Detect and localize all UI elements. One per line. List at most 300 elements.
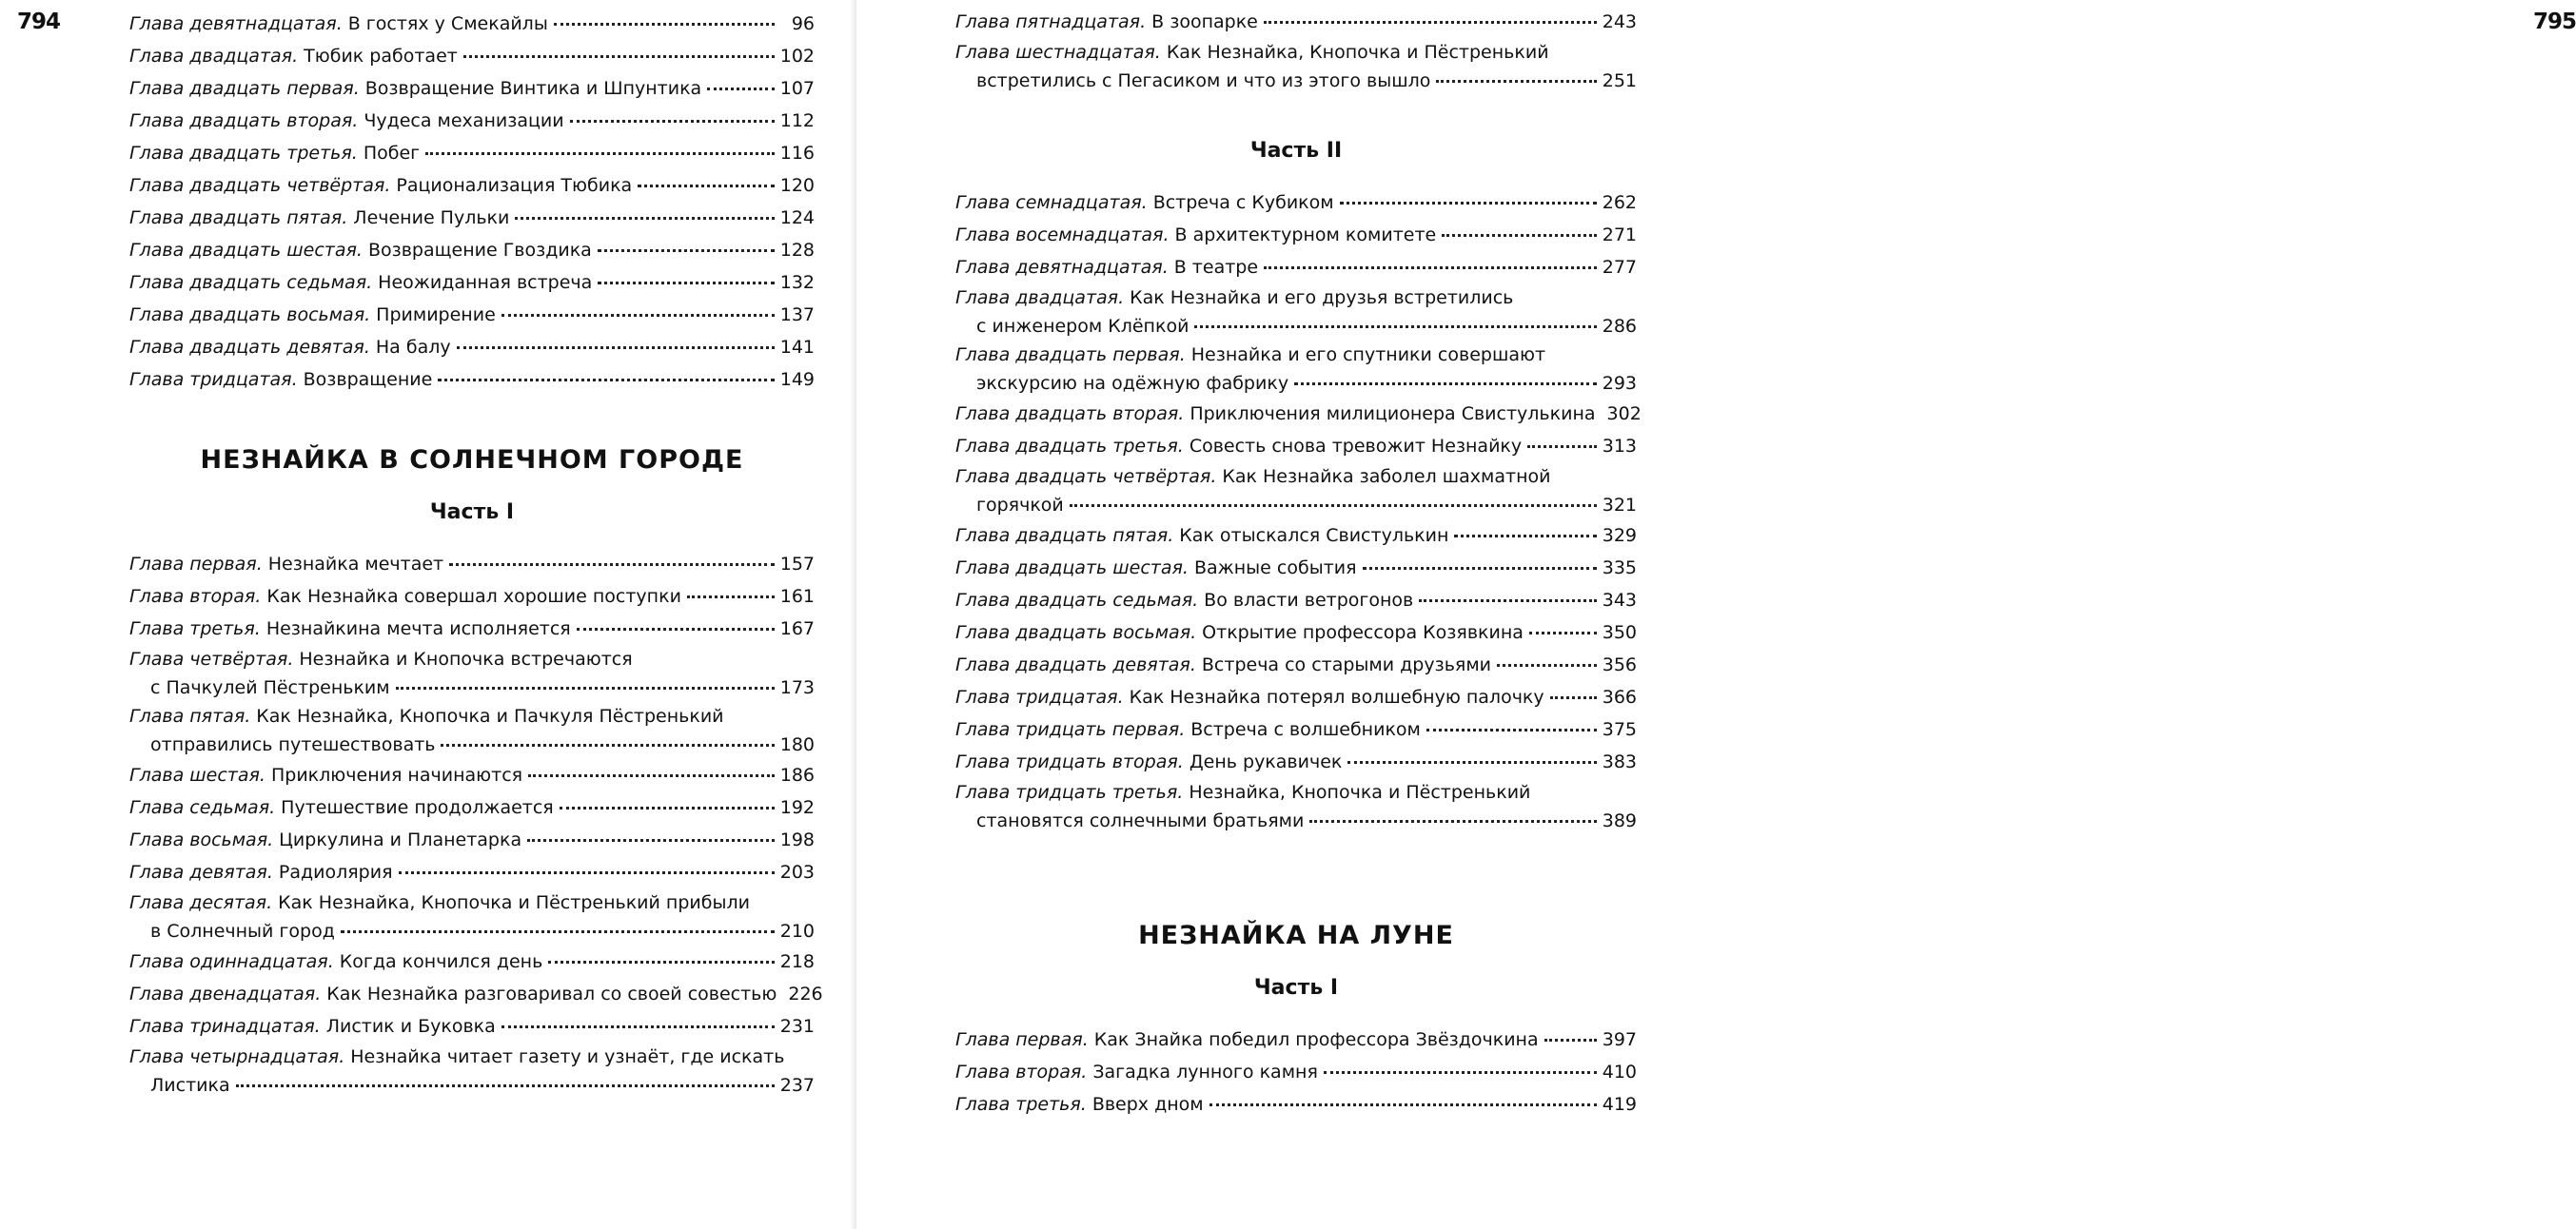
toc-entry-line [955, 312, 1637, 341]
dot-leader [1194, 324, 1596, 328]
toc-entry [129, 40, 815, 72]
dot-leader [438, 378, 774, 381]
dot-leader [463, 54, 775, 58]
toc-entry-text [129, 888, 750, 917]
toc-entry [955, 519, 1637, 552]
toc-entry-line [129, 169, 815, 202]
page-ref: 192 [779, 797, 815, 818]
toc-entry-line [129, 548, 815, 580]
toc-entry [955, 283, 1637, 341]
toc-entry [955, 713, 1637, 746]
chapter-label: Глава четвёртая. [129, 649, 294, 670]
dot-leader [441, 743, 774, 747]
toc-entry-line [129, 1071, 815, 1100]
toc-entry-line [129, 331, 815, 363]
chapter-label: Глава двадцать шестая. [129, 240, 363, 261]
chapter-title-cont: экскурсию на одёжную фабрику [976, 373, 1289, 394]
dot-leader [527, 838, 775, 842]
toc-entry [955, 38, 1637, 95]
chapter-title-cont: с инженером Клёпкой [976, 316, 1190, 337]
toc-entry [955, 341, 1637, 398]
chapter-title-cont: в Солнечный город [150, 921, 335, 942]
chapter-label: Глава первая. [129, 554, 263, 575]
chapter-label: Глава тридцатая. [955, 687, 1124, 708]
toc-entry-line [129, 824, 815, 856]
toc-entry [955, 186, 1637, 219]
page-ref: 96 [791, 13, 815, 34]
page-ref: 243 [1602, 11, 1637, 32]
dot-leader [1426, 728, 1597, 732]
page-ref: 203 [779, 862, 815, 883]
page-ref: 293 [1602, 373, 1637, 394]
toc-entry-line [129, 234, 815, 266]
chapter-title: Рационализация Тюбика [396, 175, 633, 196]
chapter-label: Глава тридцать вторая. [955, 751, 1184, 772]
toc-entry [955, 1056, 1637, 1088]
chapter-title-cont: с Пачкулей Пёстреньким [150, 677, 390, 698]
chapter-title: Незнайка читает газету и узнаёт, где искать [350, 1046, 785, 1067]
chapter-title: Возвращение Гвоздика [367, 240, 592, 261]
toc-right-middle [955, 186, 1642, 835]
toc-entry-text [129, 978, 777, 1010]
dot-leader [1264, 20, 1597, 24]
dot-leader [449, 562, 775, 566]
toc-entry-line [955, 283, 1637, 312]
chapter-label: Глава тридцатая. [129, 369, 298, 390]
chapter-label: Глава третья. [955, 1094, 1087, 1115]
dot-leader [598, 281, 774, 284]
page-ref: 218 [779, 951, 815, 972]
page-number-right: 795 [2533, 10, 2576, 34]
chapter-label: Глава двадцать четвёртая. [955, 466, 1217, 487]
chapter-title: Вверх дном [1091, 1094, 1204, 1115]
chapter-title: В архитектурном комитете [1174, 224, 1437, 245]
toc-entry [955, 746, 1637, 778]
page-ref: 137 [779, 304, 815, 325]
dot-leader [1209, 1102, 1597, 1106]
toc-entry-text [129, 759, 522, 791]
toc-entry-line [129, 580, 815, 613]
chapter-label: Глава восьмая. [129, 829, 274, 850]
chapter-title: Важные события [1193, 557, 1357, 578]
toc-entry [129, 72, 815, 105]
chapter-title: Как Незнайка совершал хорошие поступки [266, 586, 681, 607]
chapter-title: Совесть снова тревожит Незнайку [1189, 436, 1523, 457]
left-page [0, 0, 856, 1229]
toc-entry-text [955, 341, 1545, 369]
dot-leader [515, 216, 774, 220]
toc-entry-text [129, 856, 393, 888]
page-ref: 112 [779, 110, 815, 131]
toc-right-bottom [955, 1024, 1637, 1121]
toc-entry-text [955, 283, 1513, 312]
chapter-title: День рукавичек [1189, 751, 1343, 772]
chapter-title: Открытие профессора Козявкина [1202, 622, 1524, 643]
toc-entry [955, 649, 1637, 681]
page-ref: 410 [1602, 1062, 1637, 1083]
toc-entry [129, 331, 815, 363]
dot-leader [638, 184, 775, 187]
page-ref: 251 [1602, 70, 1637, 91]
page-ref: 107 [779, 78, 815, 99]
toc-entry [955, 552, 1637, 584]
page-ref: 237 [779, 1075, 815, 1096]
toc-entry-text [955, 746, 1342, 778]
dot-leader [457, 345, 775, 349]
page-ref: 335 [1602, 557, 1637, 578]
chapter-title: Лечение Пульки [353, 207, 510, 228]
toc-entry [955, 778, 1637, 835]
toc-right-top [955, 6, 1637, 95]
book-title-solnechny-gorod: НЕЗНАЙКА В СОЛНЕЧНОМ ГОРОДЕ [200, 445, 744, 475]
chapter-title-cont: отправились путешествовать [150, 734, 436, 755]
toc-entry [129, 8, 815, 40]
toc-entry-line [955, 746, 1637, 778]
chapter-title: Загадка лунного камня [1092, 1062, 1318, 1083]
chapter-title: Циркулина и Планетарка [279, 829, 522, 850]
chapter-label: Глава двадцать девятая. [955, 654, 1196, 675]
toc-entry-text [955, 186, 1334, 219]
chapter-title: В театре [1173, 257, 1259, 278]
toc-entry-text [129, 363, 432, 396]
toc-entry-text [955, 1024, 1539, 1056]
toc-entry [955, 1088, 1637, 1121]
page-ref: 120 [779, 175, 815, 196]
dot-leader [501, 313, 775, 317]
chapter-label: Глава двадцать восьмая. [955, 622, 1197, 643]
page-ref: 128 [779, 240, 815, 261]
toc-entry [129, 363, 815, 396]
part-title-1: Часть I [429, 500, 515, 524]
toc-entry [129, 856, 815, 888]
toc-entry-line [955, 398, 1642, 430]
toc-entry-text [129, 8, 548, 40]
toc-entry-line [955, 649, 1637, 681]
toc-entry [129, 613, 815, 645]
toc-entry-text [955, 552, 1357, 584]
toc-entry-text [129, 613, 571, 645]
chapter-label: Глава двадцатая. [955, 287, 1125, 308]
toc-entry-line [955, 67, 1637, 95]
toc-entry-line [955, 616, 1637, 649]
chapter-title: Побег [363, 143, 421, 164]
dot-leader [1436, 79, 1596, 83]
page-ref: 350 [1602, 622, 1637, 643]
toc-entry-text [129, 580, 681, 613]
toc-entry-text [955, 778, 1530, 807]
toc-entry-line [129, 917, 815, 946]
chapter-title: На балу [375, 337, 451, 358]
toc-entry-text [955, 1088, 1204, 1121]
toc-entry [955, 6, 1637, 38]
toc-entry-line [129, 105, 815, 137]
toc-entry [955, 584, 1637, 616]
chapter-title: Незнайка, Кнопочка и Пёстренький [1189, 782, 1531, 803]
toc-entry [129, 702, 815, 759]
toc-entry-line [129, 202, 815, 234]
chapter-title: Как Незнайка разговаривал со своей совестью [326, 984, 777, 1005]
toc-entry-line [129, 888, 815, 917]
toc-entry-text [129, 40, 458, 72]
page-ref: 210 [779, 921, 815, 942]
chapter-label: Глава двадцать шестая. [955, 557, 1189, 578]
toc-entry-line [955, 251, 1637, 283]
dot-leader [1264, 265, 1597, 269]
chapter-title: Радиолярия [278, 862, 393, 883]
toc-entry-line [955, 778, 1637, 807]
toc-entry [129, 234, 815, 266]
toc-entry-line [955, 807, 1637, 835]
toc-entry [129, 202, 815, 234]
chapter-label: Глава шестая. [129, 765, 265, 786]
chapter-label: Глава шестнадцатая. [955, 42, 1161, 63]
toc-entry [129, 266, 815, 299]
chapter-label: Глава девятнадцатая. [129, 13, 343, 34]
toc-entry [129, 888, 815, 946]
toc-entry-text [955, 398, 1596, 430]
toc-entry-line [129, 978, 823, 1010]
toc-entry-line [955, 6, 1637, 38]
toc-entry [955, 219, 1637, 251]
toc-entry-line [955, 369, 1637, 398]
toc-entry-text [955, 6, 1258, 38]
part-title-2: Часть II [1249, 139, 1343, 163]
chapter-title: В зоопарке [1151, 11, 1258, 32]
toc-entry-text [129, 234, 592, 266]
dot-leader [570, 119, 775, 123]
chapter-title: Как Незнайка, Кнопочка и Пачкуля Пёстренький [256, 706, 724, 727]
toc-entry-text [129, 72, 701, 105]
chapter-title-cont: становятся солнечными братьями [976, 810, 1305, 831]
chapter-title: Приключения милиционера Свистулькина [1190, 403, 1596, 424]
chapter-label: Глава третья. [129, 618, 261, 639]
dot-leader [1529, 631, 1597, 634]
page-ref: 226 [788, 984, 823, 1005]
toc-entry-text [129, 548, 443, 580]
dot-leader [1442, 233, 1597, 237]
dot-leader [1324, 1070, 1597, 1074]
page-ref: 141 [779, 337, 815, 358]
toc-entry-line [955, 1056, 1637, 1088]
dot-leader [577, 627, 775, 631]
page-ref: 419 [1602, 1094, 1637, 1115]
chapter-title: Путешествие продолжается [281, 797, 554, 818]
chapter-label: Глава четырнадцатая. [129, 1046, 345, 1067]
toc-entry-line [129, 1043, 815, 1071]
chapter-label: Глава девятнадцатая. [955, 257, 1169, 278]
chapter-label: Глава двадцатая. [129, 46, 299, 67]
toc-entry-line [129, 72, 815, 105]
toc-entry-line [955, 341, 1637, 369]
dot-leader [425, 151, 775, 155]
page-ref: 343 [1602, 590, 1637, 611]
chapter-title: Незнайка мечтает [267, 554, 444, 575]
dot-leader [1544, 1038, 1597, 1042]
page-ref: 167 [779, 618, 815, 639]
page-ref: 271 [1602, 224, 1637, 245]
chapter-label: Глава тринадцатая. [129, 1016, 321, 1037]
toc-entry-line [129, 645, 815, 673]
toc-entry [955, 398, 1642, 430]
chapter-label: Глава тридцать первая. [955, 719, 1186, 740]
toc-entry [129, 299, 815, 331]
toc-entry [129, 548, 815, 580]
dot-leader [1550, 695, 1597, 699]
page-ref: 356 [1602, 654, 1637, 675]
toc-entry-text [955, 616, 1524, 649]
dot-leader [1454, 534, 1596, 537]
toc-entry-text [955, 584, 1413, 616]
toc-entry-text [955, 38, 1549, 67]
chapter-title: Как Незнайка, Кнопочка и Пёстренький прибыли [278, 892, 750, 913]
chapter-title-cont: Листика [150, 1075, 230, 1096]
page-ref: 329 [1602, 525, 1637, 546]
chapter-label: Глава двадцать восьмая. [129, 304, 371, 325]
toc-entry-line [129, 856, 815, 888]
dot-leader [528, 773, 775, 777]
toc-entry-line [129, 40, 815, 72]
chapter-title-cont: встретились с Пегасиком и что из этого вышло [976, 70, 1431, 91]
chapter-title: Как Незнайка потерял волшебную палочку [1129, 687, 1544, 708]
page-ref: 231 [779, 1016, 815, 1037]
toc-entry-text [955, 1056, 1318, 1088]
page-ref: 161 [779, 586, 815, 607]
chapter-title: Встреча со старыми друзьями [1201, 654, 1492, 675]
dot-leader [1070, 503, 1597, 507]
toc-entry-line [955, 219, 1637, 251]
toc-entry-text [129, 202, 509, 234]
page-ref: 302 [1606, 403, 1642, 424]
page-ref: 397 [1602, 1029, 1637, 1050]
page-ref: 116 [779, 143, 815, 164]
chapter-label: Глава двадцать пятая. [129, 207, 348, 228]
toc-entry [955, 1024, 1637, 1056]
page-ref: 124 [779, 207, 815, 228]
toc-entry [955, 462, 1637, 519]
page-ref: 286 [1602, 316, 1637, 337]
toc-entry-text [955, 430, 1522, 462]
page-ref: 313 [1602, 436, 1637, 457]
toc-entry-line [955, 430, 1637, 462]
dot-leader [236, 1083, 775, 1087]
toc-entry-line [129, 1010, 815, 1043]
toc-entry [129, 791, 815, 824]
chapter-label: Глава двенадцатая. [129, 984, 322, 1005]
page-ref: 375 [1602, 719, 1637, 740]
chapter-title: Встреча с Кубиком [1152, 192, 1334, 213]
toc-entry-line [129, 299, 815, 331]
toc-entry [955, 616, 1637, 649]
dot-leader [1419, 598, 1596, 602]
toc-entry-text [129, 824, 521, 856]
chapter-label: Глава семнадцатая. [955, 192, 1148, 213]
chapter-label: Глава пятая. [129, 706, 251, 727]
dot-leader [554, 22, 775, 26]
dot-leader [687, 595, 775, 598]
toc-entry-line [955, 462, 1637, 491]
chapter-title: Незнайкина мечта исполняется [265, 618, 571, 639]
toc-entry [129, 105, 815, 137]
chapter-title-cont: горячкой [976, 495, 1064, 516]
page-ref: 173 [779, 677, 815, 698]
toc-entry-line [955, 186, 1637, 219]
toc-entry-text [129, 1043, 784, 1071]
toc-left-top [129, 8, 815, 396]
chapter-label: Глава восемнадцатая. [955, 224, 1170, 245]
toc-entry-line [955, 38, 1637, 67]
chapter-label: Глава двадцать четвёртая. [129, 175, 391, 196]
dot-leader [1340, 201, 1597, 205]
page-ref: 383 [1602, 751, 1637, 772]
chapter-title: Как Незнайка и его друзья встретились [1130, 287, 1514, 308]
toc-entry [129, 580, 815, 613]
chapter-label: Глава двадцать третья. [129, 143, 358, 164]
toc-entry-line [129, 702, 815, 731]
chapter-title: Тюбик работает [304, 46, 458, 67]
toc-entry-line [129, 266, 815, 299]
chapter-label: Глава двадцать пятая. [955, 525, 1174, 546]
toc-entry [129, 645, 815, 702]
chapter-label: Глава седьмая. [129, 797, 276, 818]
part-title-3: Часть I [1253, 976, 1339, 1000]
chapter-title: Как Незнайка заболел шахматной [1222, 466, 1551, 487]
chapter-label: Глава двадцать седьмая. [955, 590, 1199, 611]
chapter-label: Глава первая. [955, 1029, 1089, 1050]
toc-entry [955, 251, 1637, 283]
toc-entry-text [955, 519, 1448, 552]
toc-entry-line [129, 137, 815, 169]
toc-entry-text [129, 331, 451, 363]
toc-entry-text [955, 681, 1544, 713]
chapter-label: Глава десятая. [129, 892, 273, 913]
toc-entry-line [129, 791, 815, 824]
chapter-title: Во власти ветрогонов [1204, 590, 1414, 611]
chapter-label: Глава тридцать третья. [955, 782, 1184, 803]
page-ref: 277 [1602, 257, 1637, 278]
page-ref: 198 [779, 829, 815, 850]
chapter-title: Незнайка и Кнопочка встречаются [299, 649, 633, 670]
toc-entry-line [955, 713, 1637, 746]
toc-entry-text [129, 169, 632, 202]
page-ref: 180 [779, 734, 815, 755]
dot-leader [560, 806, 775, 810]
toc-entry [955, 681, 1637, 713]
toc-entry-line [955, 681, 1637, 713]
toc-entry [129, 946, 815, 978]
page-ref: 102 [779, 46, 815, 67]
toc-entry-line [129, 731, 815, 759]
chapter-title: В гостях у Смекайлы [347, 13, 548, 34]
toc-entry-line [955, 552, 1637, 584]
dot-leader [1363, 566, 1597, 570]
dot-leader [396, 686, 775, 690]
chapter-title: Незнайка и его спутники совершают [1190, 344, 1546, 365]
chapter-title: Неожиданная встреча [378, 272, 593, 293]
toc-entry-text [129, 946, 542, 978]
page-ref: 262 [1602, 192, 1637, 213]
page-ref: 366 [1602, 687, 1637, 708]
toc-entry [129, 759, 815, 791]
toc-entry [129, 1043, 815, 1100]
toc-entry-line [129, 946, 815, 978]
chapter-title: Чудеса механизации [364, 110, 564, 131]
dot-leader [399, 870, 775, 874]
chapter-label: Глава вторая. [129, 586, 262, 607]
toc-entry-line [129, 759, 815, 791]
chapter-title: Как Незнайка, Кнопочка и Пёстренький [1166, 42, 1549, 63]
chapter-label: Глава двадцать третья. [955, 436, 1184, 457]
chapter-title: Примирение [376, 304, 496, 325]
